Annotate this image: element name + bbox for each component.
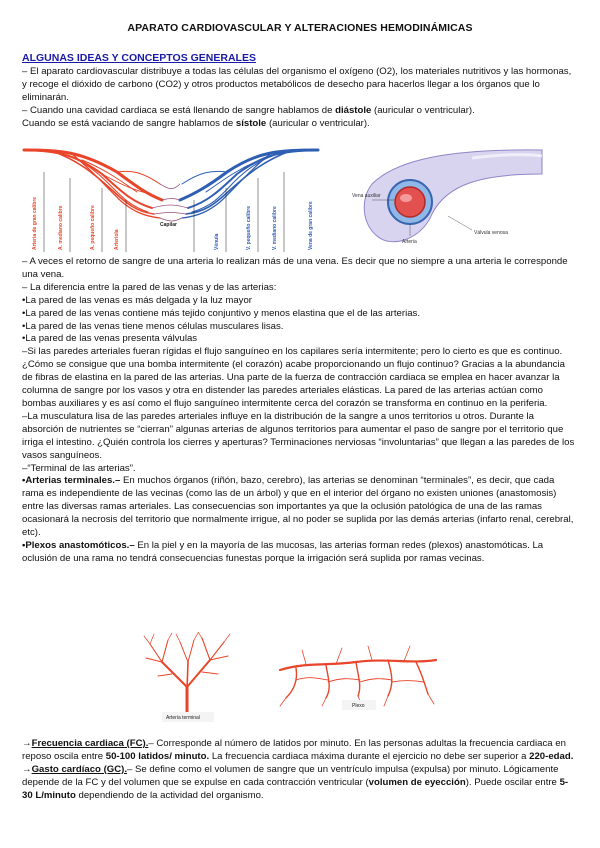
heart-rate-heading: Frecuencia cardiaca (FC). [31, 738, 149, 749]
capillary-network [152, 184, 188, 221]
bullet-2: •La pared de las venas contiene más tejido conjuntivo y menos elastina que el de las arterias. [22, 307, 421, 319]
heart-rate-rest-range: 50-100 latidos/ minuto. [105, 750, 210, 762]
label-vena-mediana: V. mediano calibre [272, 206, 278, 250]
body-block [22, 256, 578, 566]
paragraph-smooth-muscle: –La musculatura lisa de las paredes arteriales influye en la distribución de la sangre a unos territorios u otros. Durante la absorción de nutrientes se “cierran” algunas arterias de algunos territorios para aumentar el paso de sangre por el territorio que irriga el intestino. ¿Quién controla los cierres y aperturas? Terminaciones nerviosas “involuntarias” que llegan a las paredes de los vasos sanguíneos. [22, 410, 575, 461]
vessel-calibre-diagram [22, 142, 320, 254]
sac-label-right: Válvula venosa [474, 230, 508, 236]
label-capilar: Capilar [160, 222, 177, 228]
cardiac-output-paragraph: →Gasto cardíaco (GC).– Se define como el volumen de sangre que un ventrículo impulsa (expulsa) por minuto. Lógicamente depende de la FC y del volumen que se expulse en cada contracción ventricular (volumen de eyección). Puede oscilar entre 5- 30 L/minuto dependiendo de la actividad del organismo. [22, 763, 569, 801]
section-heading: ALGUNAS IDEAS Y CONCEPTOS GENERALES [22, 52, 256, 64]
body-line-1: – A veces el retorno de sangre de una arteria lo realizan más de una vena. Es decir que no siempre a una arteria le corresponde una vena. [22, 256, 568, 280]
plexos-heading: •Plexos anastomóticos.– [22, 539, 135, 551]
venous-valve-illustration [352, 144, 548, 252]
intro-block [22, 66, 578, 131]
intro-paragraph-3: Cuando se está vaciando de sangre hablamos de sístole (auricular o ventricular). [22, 117, 370, 129]
label-arteria-pequena: A. pequeño calibre [90, 205, 96, 250]
systole-term: sístole [235, 117, 267, 129]
label-arteria-mediana: A. mediano calibre [58, 205, 64, 250]
intro-paragraph-2: – Cuando una cavidad cardiaca se está llenando de sangre hablamos de diástole (auricular o ventricular). [22, 104, 475, 116]
heart-rate-block [22, 738, 578, 803]
diastole-term: diástole [335, 104, 372, 116]
terminal-artery-figure [132, 632, 242, 724]
label-venula: Vénula [214, 233, 220, 250]
sac-label-left: Vena auxiliar [352, 193, 381, 199]
intro-paragraph-1: – El aparato cardiovascular distribuye a todas las células del organismo el oxígeno (O2), los materiales nutritivos y las hormonas, y recoge el dióxido de carbono (CO2) y otros productos metabólicos de desecho para hacerlos llegar a los órganos que lo eliminarán. [22, 66, 572, 103]
label-arteriola: Arteriola [114, 229, 120, 250]
paragraph-terminal: –“Terminal de las arterias”. [22, 462, 136, 474]
terminal-arteries-heading: •Arterias terminales.– [22, 475, 121, 487]
paragraph-plexos: •Plexos anastomóticos.– En la piel y en la mayoría de las mucosas, las arterias forman redes (plexos) anastomóticas. La oclusión de una rama no tendrá consecuencias funestas porque la irrigación será suplida por ramas vecinas. [22, 539, 544, 564]
paragraph-terminal-arteries: •Arterias terminales.– En muchos órganos (riñón, bazo, cerebro), las arterias se denominan “terminales”, es decir, que cada rama es independiente de las vecinas (como las de un árbol) y que en el interior del órgano no existen uniones (anastomosis) entre las diversas ramas arteriales. Las consecuencias son importantes ya que la oclusión patológica de una de las ramas ocasionará la necrosis del territorio que normalmente irrigue, al no poder se suplida por las demás arterias (infarto renal, cerebral, etc). [22, 475, 574, 539]
bullet-1: •La pared de las venas es más delgada y la luz mayor [22, 294, 253, 306]
artery-cross-section [395, 187, 425, 217]
bullet-3: •La pared de las venas tiene menos células musculares lisas. [22, 320, 284, 332]
label-vena-gran: Vena de gran calibre [308, 201, 314, 250]
sac-label-bottom: Arteria [402, 239, 417, 245]
cardiac-output-range: 5- 30 L/minuto [22, 776, 569, 801]
bullet-4: •La pared de las venas presenta válvulas [22, 333, 198, 345]
body-line-2: – La diferencia entre la pared de las venas y de las arterias: [22, 281, 277, 293]
heart-rate-paragraph: →Frecuencia cardiaca (FC).– Corresponde al número de latidos por minuto. En las personas adultas la frecuencia cardiaca en reposo oscila entre 50-100 latidos/ minuto. La frecuencia cardiaca máxima durante el ejercicio no debe ser superior a 220-edad. [22, 738, 574, 762]
terminal-artery-caption: Arteria terminal [166, 715, 200, 721]
plexus-figure [276, 640, 440, 710]
cardiac-output-heading: Gasto cardíaco (GC). [31, 763, 128, 775]
paragraph-rigid-walls: –Si las paredes arteriales fueran rígidas el flujo sanguíneo en los capilares sería intermitente; pero lo cierto es que es continuo. ¿Cómo se consigue que una bomba intermitente (el corazón) acabe proporcionando un flujo continuo? Gracias a la abundancia de fibras de elastina en la pared de las arterias. Una parte de la fuerza de contracción cardiaca se emplea en hacer avanzar la columna de sangre por los vasos y otra en distender las paredes arteriales elásticas. La pared de las arterias actúan como bombas auxiliares y es así como el flujo sanguíneo intermitente cerca del corazón se transforma en continuo en la periferia. [22, 346, 565, 409]
heart-rate-max: 220-edad. [529, 750, 574, 762]
label-arteria-gran: Arteria de gran calibre [32, 196, 38, 250]
plexus-caption: Plexo [352, 703, 365, 709]
ejection-volume-term: volumen de eyección [368, 776, 466, 788]
document-title: APARATO CARDIOVASCULAR Y ALTERACIONES HEMODINÁMICAS [127, 22, 473, 34]
label-vena-pequena: V. pequeño calibre [246, 206, 252, 250]
